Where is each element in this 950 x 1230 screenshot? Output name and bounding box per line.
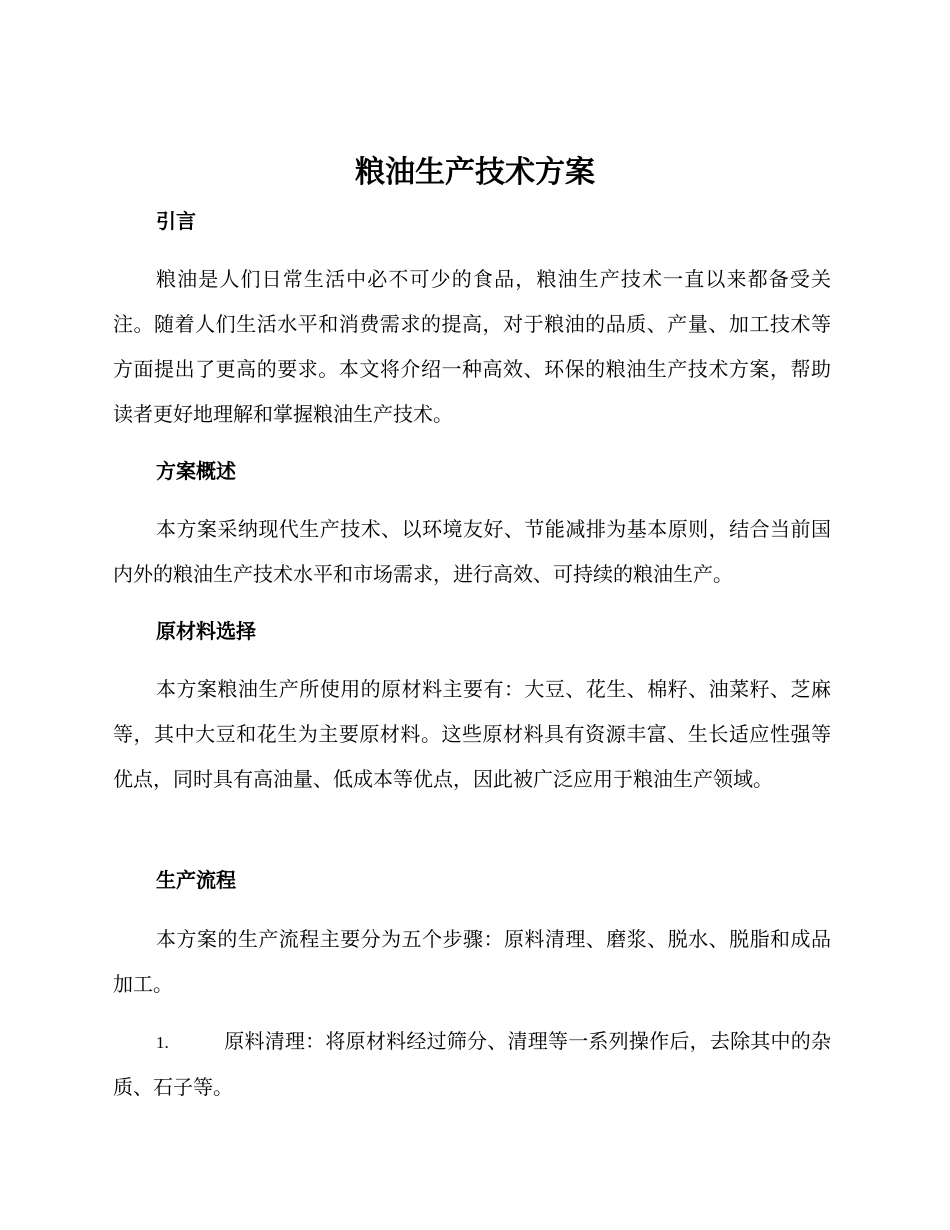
document-title: 粮油生产技术方案 [355, 155, 595, 190]
list-item-number: 1. [156, 1033, 169, 1052]
list-item-text: 原料清理：将原材料经过筛分、清理等一系列操作后，去除其中的杂质、石子等。 [113, 1029, 831, 1099]
paragraph-introduction: 粮油是人们日常生活中必不可少的食品，粮油生产技术一直以来都备受关注。随着人们生活水平和消费需求的提高，对于粮油的品质、产量、加工技术等方面提出了更高的要求。本文将介绍一种高效、环保的粮油生产技术方案，帮助读者更好地理解和掌握粮油生产技术。 [113, 267, 831, 426]
paragraph-raw-materials: 本方案粮油生产所使用的原材料主要有：大豆、花生、棉籽、油菜籽、芝麻等，其中大豆和花生为主要原材料。这些原材料具有资源丰富、生长适应性强等优点，同时具有高油量、低成本等优点，因此被广泛应用于粮油生产领域。 [113, 677, 831, 791]
section-heading-production-process: 生产流程 [156, 868, 236, 892]
list-item [113, 1019, 831, 1110]
section-heading-introduction: 引言 [156, 209, 196, 233]
section-heading-overview: 方案概述 [156, 459, 236, 483]
paragraph-overview: 本方案采纳现代生产技术、以环境友好、节能减排为基本原则，结合当前国内外的粮油生产技术水平和市场需求，进行高效、可持续的粮油生产。 [113, 517, 831, 586]
section-heading-raw-materials: 原材料选择 [156, 619, 256, 643]
paragraph-production-process: 本方案的生产流程主要分为五个步骤：原料清理、磨浆、脱水、脱脂和成品加工。 [113, 927, 831, 996]
